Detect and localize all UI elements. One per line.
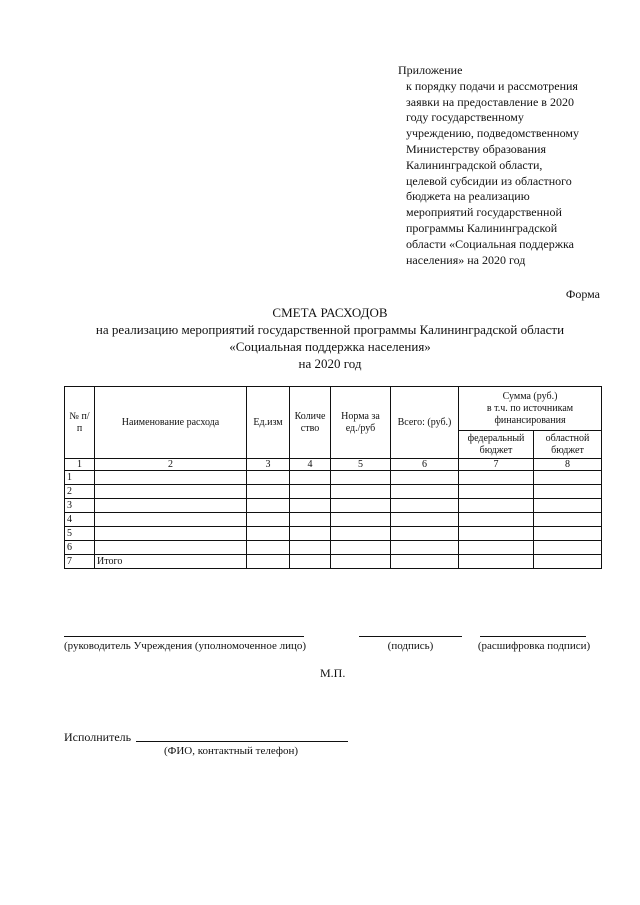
cell [331,499,391,513]
column-number: 3 [247,459,290,471]
cell [391,541,459,555]
row-name [95,499,247,513]
cell [391,555,459,569]
row-name [95,513,247,527]
row-name [95,527,247,541]
cell [331,471,391,485]
cell [290,513,331,527]
form-label: Форма [565,287,600,301]
row-name [95,471,247,485]
column-number: 5 [331,459,391,471]
cell [534,555,602,569]
column-number: 1 [65,459,95,471]
cell [459,499,534,513]
cell [247,485,290,499]
decode-caption: (расшифровка подписи) [477,640,591,652]
decode-signature-line [480,636,586,637]
appendix-title: Приложение [398,63,463,77]
header-qty: Количе ство [290,387,331,459]
appendix-line: области «Социальная поддержка [406,236,574,251]
row-name [95,541,247,555]
appendix-line: Калининградской области, [406,157,543,172]
cell [247,499,290,513]
cell [391,513,459,527]
table-row [65,499,602,513]
cell [534,499,602,513]
cell [331,485,391,499]
title-line-2: на реализацию мероприятий государственной программы Калининградской области [95,322,565,337]
appendix-line: году государственному [406,110,524,125]
cell [331,527,391,541]
row-name: Итого [95,555,247,569]
row-number: 6 [65,541,95,555]
row-name [95,485,247,499]
cell [331,513,391,527]
cell [459,485,534,499]
signature-line [359,636,462,637]
cell [331,541,391,555]
table-row [65,485,602,499]
cell [290,499,331,513]
cell [459,541,534,555]
cell [247,527,290,541]
column-number: 8 [534,459,602,471]
cell [290,555,331,569]
appendix-line: программы Калининградской [406,220,558,235]
header-unit: Ед.изм [247,387,290,459]
header-regional: областной бюджет [534,431,602,459]
head-caption: (руководитель Учреждения (уполномоченное лицо) [63,640,307,652]
cell [290,471,331,485]
header-federal: федеральный бюджет [459,431,534,459]
column-number: 4 [290,459,331,471]
title-line-1: СМЕТА РАСХОДОВ [272,305,388,320]
cell [247,555,290,569]
cell [290,541,331,555]
row-number: 3 [65,499,95,513]
table-row [65,513,602,527]
cell [534,471,602,485]
table-row [65,541,602,555]
appendix-line: мероприятий государственной [406,205,562,220]
cell [459,527,534,541]
header-sum [459,387,602,431]
appendix-block [398,63,608,268]
column-number: 2 [95,459,247,471]
cell [459,513,534,527]
cell [391,527,459,541]
header-sum-line2: в т.ч. по источникам финансирования [486,402,574,426]
appendix-line: заявки на предоставление в 2020 [406,94,574,109]
head-signature-line [64,636,304,637]
cell [391,485,459,499]
cell [534,513,602,527]
estimate-table [64,386,602,569]
header-total: Всего: (руб.) [391,387,459,459]
header-sum-line1: Сумма (руб.) [502,390,558,402]
appendix-line: к порядку подачи и рассмотрения [406,78,578,93]
header-no: № п/п [65,387,95,459]
row-number: 4 [65,513,95,527]
cell [391,471,459,485]
table-row-total [65,555,602,569]
cell [247,541,290,555]
table-row [65,471,602,485]
row-number: 2 [65,485,95,499]
appendix-line: населения» на 2020 год [406,252,526,267]
cell [534,527,602,541]
cell [247,513,290,527]
header-norm: Норма за ед./руб [331,387,391,459]
appendix-line: Министерству образования [406,141,546,156]
cell [391,499,459,513]
cell [459,555,534,569]
cell [534,485,602,499]
stamp-place: М.П. [320,666,346,680]
table-row [65,527,602,541]
cell [247,471,290,485]
cell [534,541,602,555]
signature-caption: (подпись) [387,640,434,652]
executor-label: Исполнитель [64,730,132,744]
appendix-line: целевой субсидии из областного [406,173,572,188]
appendix-line: бюджета на реализацию [406,189,530,204]
cell [331,555,391,569]
cell [459,471,534,485]
row-number: 7 [65,555,95,569]
executor-line [136,741,348,742]
row-number: 1 [65,471,95,485]
title-line-3: «Социальная поддержка населения» [229,339,431,354]
column-number: 6 [391,459,459,471]
executor-caption: (ФИО, контактный телефон) [164,745,299,757]
title-line-4: на 2020 год [298,356,362,371]
appendix-line: учреждению, подведомственному [406,126,580,141]
cell [290,527,331,541]
row-number: 5 [65,527,95,541]
cell [290,485,331,499]
column-number: 7 [459,459,534,471]
document-title [60,304,600,372]
header-name: Наименование расхода [95,387,247,459]
